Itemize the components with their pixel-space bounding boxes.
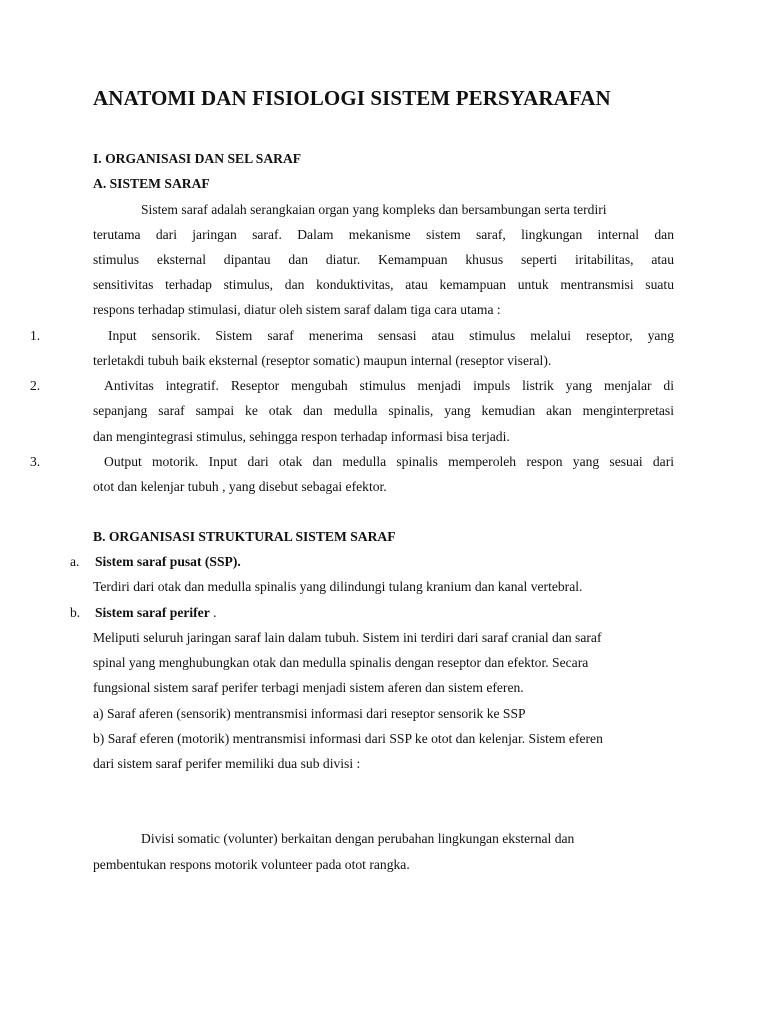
- paragraph-line: spinal yang menghubungkan otak dan medulla spinalis dengan reseptor dan efektor. Secara: [93, 655, 589, 670]
- paragraph-line: terutama dari jaringan saraf. Dalam mekanisme sistem saraf, lingkungan internal dan: [93, 227, 674, 242]
- paragraph-line: dari sistem saraf perifer memiliki dua sub divisi :: [93, 756, 361, 771]
- subsection-heading-sistem-saraf: A. SISTEM SARAF: [93, 176, 210, 191]
- list-item-line: Output motorik. Input dari otak dan medulla spinalis memperoleh respon yang sesuai dari: [104, 454, 674, 469]
- item-title-suffix: .: [209, 605, 217, 620]
- list-marker: a.: [70, 554, 80, 569]
- section-heading-organisasi-struktural: B. ORGANISASI STRUKTURAL SISTEM SARAF: [93, 529, 396, 544]
- paragraph-line: Divisi somatic (volunter) berkaitan dengan perubahan lingkungan eksternal dan: [141, 831, 575, 846]
- item-title-ssp: Sistem saraf pusat (SSP).: [95, 554, 241, 569]
- list-number: 3.: [30, 454, 41, 469]
- list-number: 1.: [30, 328, 41, 343]
- paragraph-line: b) Saraf eferen (motorik) mentransmisi informasi dari SSP ke otot dan kelenjar. Sistem eferen: [93, 731, 603, 746]
- list-item-line: otot dan kelenjar tubuh , yang disebut sebagai efektor.: [93, 479, 387, 494]
- paragraph-line: sensitivitas terhadap stimulus, dan konduktivitas, atau kemampuan untuk mentransmisi suatu: [93, 277, 674, 292]
- paragraph-line: Meliputi seluruh jaringan saraf lain dalam tubuh. Sistem ini terdiri dari saraf cranial dan saraf: [93, 630, 602, 645]
- paragraph-line: fungsional sistem saraf perifer terbagi menjadi sistem aferen dan sistem eferen.: [93, 680, 524, 695]
- page-title: ANATOMI DAN FISIOLOGI SISTEM PERSYARAFAN: [93, 86, 611, 110]
- paragraph-line: pembentukan respons motorik volunteer pada otot rangka.: [93, 857, 410, 872]
- list-item-line: Input sensorik. Sistem saraf menerima sensasi atau stimulus melalui reseptor, yang: [108, 328, 674, 343]
- paragraph-line: a) Saraf aferen (sensorik) mentransmisi informasi dari reseptor sensorik ke SSP: [93, 706, 526, 721]
- paragraph-line: Sistem saraf adalah serangkaian organ yang kompleks dan bersambungan serta terdiri: [141, 202, 607, 217]
- section-heading-organisasi: I. ORGANISASI DAN SEL SARAF: [93, 151, 302, 166]
- list-item-line: terletakdi tubuh baik eksternal (reseptor somatic) maupun internal (reseptor viseral).: [93, 353, 552, 368]
- paragraph-line: stimulus eksternal dipantau dan diatur. Kemampuan khusus seperti iritabilitas, atau: [93, 252, 674, 267]
- list-number: 2.: [30, 378, 41, 393]
- list-item-line: dan mengintegrasi stimulus, sehingga respon terhadap informasi bisa terjadi.: [93, 429, 510, 444]
- list-marker: b.: [70, 605, 81, 620]
- paragraph-line: Terdiri dari otak dan medulla spinalis yang dilindungi tulang kranium dan kanal vertebral.: [93, 579, 583, 594]
- list-item-line: Antivitas integratif. Reseptor mengubah stimulus menjadi impuls listrik yang menjalar di: [104, 378, 674, 393]
- item-title-perifer: Sistem saraf perifer: [95, 605, 210, 620]
- list-item-line: sepanjang saraf sampai ke otak dan medulla spinalis, yang kemudian akan menginterpretasi: [93, 403, 674, 418]
- paragraph-line: respons terhadap stimulasi, diatur oleh sistem saraf dalam tiga cara utama :: [93, 302, 501, 317]
- item-title-line: [95, 604, 676, 622]
